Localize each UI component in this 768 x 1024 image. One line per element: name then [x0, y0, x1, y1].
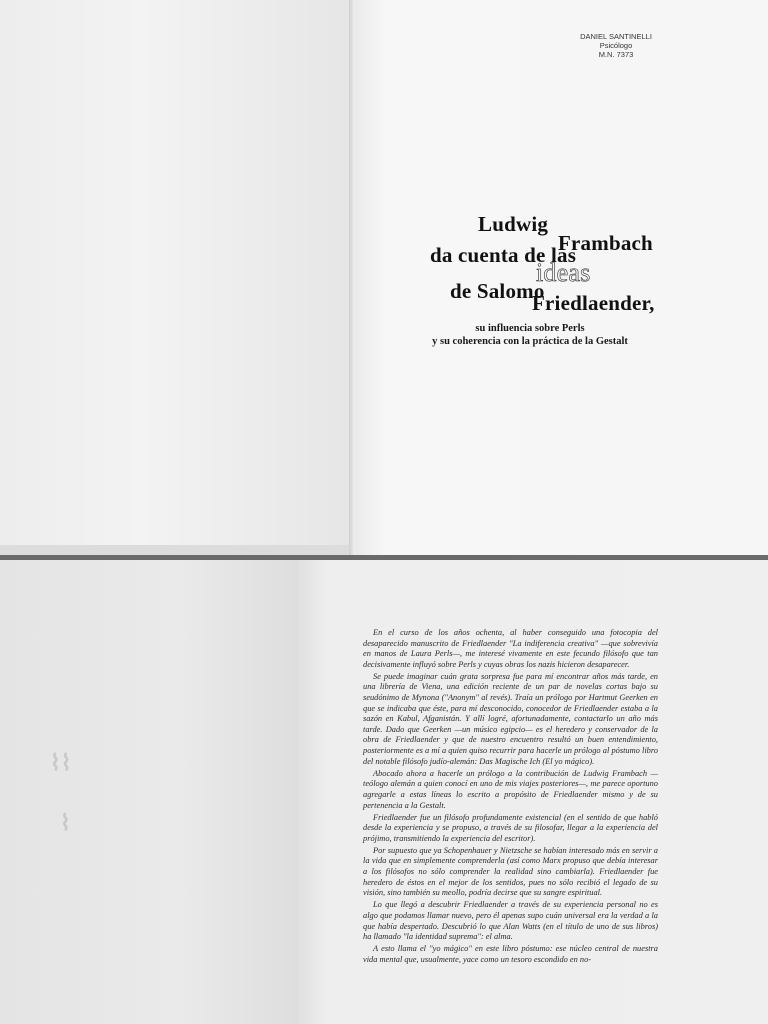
- author-name: DANIEL SANTINELLI: [580, 32, 652, 41]
- paragraph: Se puede imaginar cuán grata sorpresa fue para mí encontrar años más tarde, en una librería de Viena, una edición reciente de un par de novelas cortas bajo su seudónimo de Mynona ("Anonym" al revés). Traía un prólogo por Hartmut Geerken en que se indicaba que éste, para mí desconocido, conocedor de Friedlaender estaba a la sazón en Kabul, Afganistán. Y allí logré, afortunadamente, contactarlo un año más tarde. Dado que Geerken —un músico egipcio— es el heredero y conservador de la obra de Friedlaender y que de nuestro encuentro resultó un buen entendimiento, posteriormente es a mí a quien quiso recurrir para hacerle un prólogo al póstumo libro del notable filósofo judío-alemán: Das Magische Ich (El yo mágico).: [363, 671, 658, 766]
- title-word-frambach: Frambach: [558, 231, 653, 255]
- title-word-friedlaender: Friedlaender,: [532, 291, 655, 315]
- paragraph: Por supuesto que ya Schopenhauer y Nietzsche se habían interesado más en servir a la vida que en simplemente comprenderla (así como Marx propuso que debía interesar a los filósofos no sólo comprender la realidad sino cambiarla). Friedlaender fue heredero de éstos en el mejor de los sentidos, pues no sólo recibió el legado de su visión, sino también su meollo, podría decirse que su sangre espiritual.: [363, 845, 658, 898]
- paragraph: Friedlaender fue un filósofo profundamente existencial (en el sentido de que habló desde la experiencia y se propuso, a través de su filosofar, llegar a la experiencia del prójimo, transmitiendo la experiencia del escritor).: [363, 812, 658, 843]
- title-word-ideas: ideas: [536, 258, 591, 287]
- body-text: [363, 628, 658, 967]
- bleed-through-left-page: [0, 560, 298, 1024]
- blank-left-page: [0, 0, 352, 545]
- bleed-through-mark: ⌇: [60, 810, 71, 835]
- title-words-de-salomo: de Salomo: [450, 279, 545, 303]
- title-words-da-cuenta: da cuenta de las: [430, 243, 577, 267]
- author-stamp: [556, 32, 676, 59]
- author-profession: Psicólogo: [599, 41, 633, 50]
- paragraph: Abocado ahora a hacerle un prólogo a la contribución de Ludwig Frambach —teólogo alemán a quien conocí en uno de mis viajes posteriores—, me parece oportuno agregarle a estas líneas lo escrito a propósito de Friedlaender mismo y de su pertenencia a la Gestalt.: [363, 768, 658, 810]
- title-word-ludwig: Ludwig: [478, 212, 549, 236]
- subtitle: [400, 322, 660, 348]
- subtitle-line-1: su influencia sobre Perls: [475, 323, 585, 334]
- page-title: [420, 212, 680, 322]
- paragraph: Lo que llegó a descubrir Friedlaender a través de su experiencia personal no es algo que podamos llamar nuevo, pero él apenas supo cuán universal era la verdad a la que había despertado. Descubrió lo que Alan Watts (en el título de uno de sus libros) ha llamado "la identidad suprema": el alma.: [363, 900, 658, 942]
- paragraph: En el curso de los años ochenta, al haber conseguido una fotocopia del desaparecido manuscrito de Friedlaender "La indiferencia creativa" —que sobrevivía en manos de Laura Perls—, me interesé vivamente en este fecundo filósofo que tan decisivamente influyó sobre Perls y cuyas obras los nazis hicieron desaparecer.: [363, 628, 658, 669]
- bleed-through-mark: ⌇⌇: [50, 750, 72, 775]
- paragraph: A esto llama el "yo mágico" en este libro póstumo: ese núcleo central de nuestra vida mental que, usualmente, yace como un tesoro escondido en no-: [363, 944, 658, 964]
- author-license: M.N. 7373: [598, 50, 634, 59]
- page-gutter: [349, 0, 355, 555]
- subtitle-line-2: y su coherencia con la práctica de la Gestalt: [432, 336, 628, 347]
